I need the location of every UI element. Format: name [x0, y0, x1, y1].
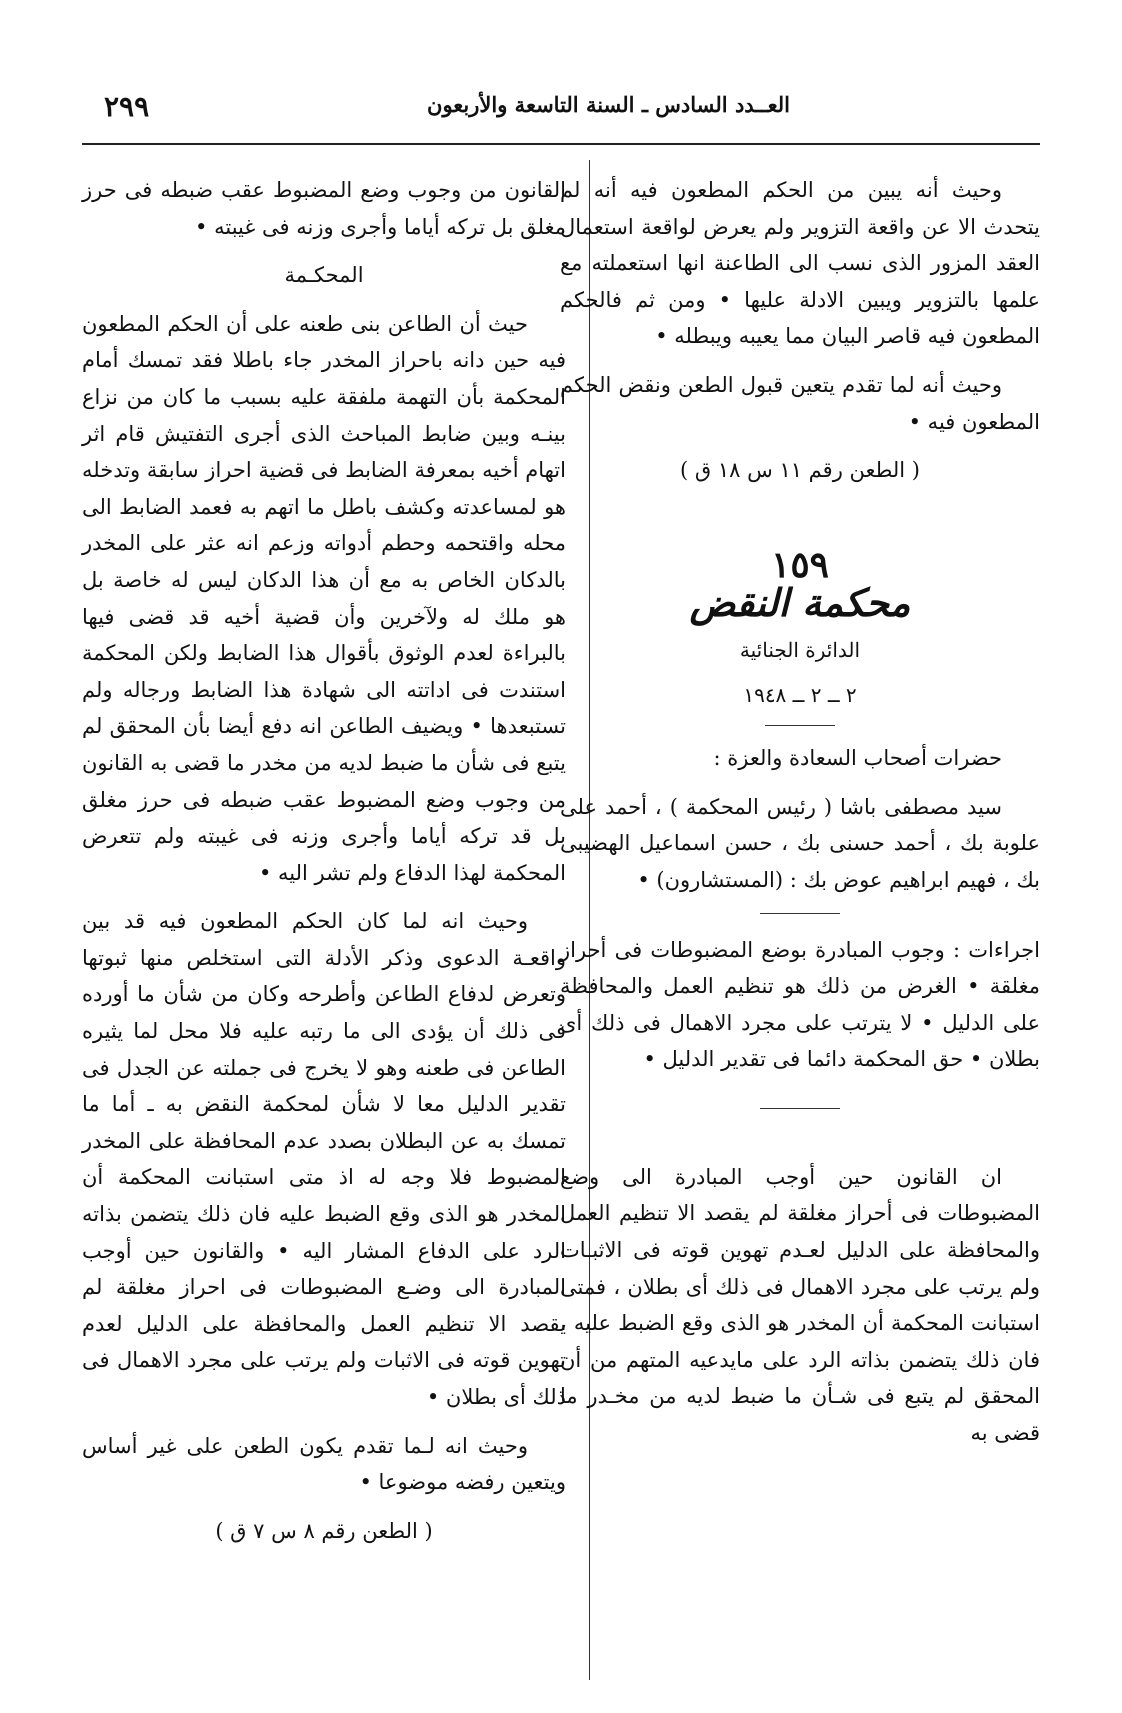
bench-members: سيد مصطفى باشا ( رئيس المحكمة ) ، أحمد على علوبة بك ، أحمد حسنى بك ، حسن اسماعيل الهضيبى بك ، فهيم ابراهيم عوض بك : (المستشارون) •	[560, 794, 1040, 892]
paragraph: وحيث انه لما كان الحكم المطعون فيه قد بين واقعـة الدعوى وذكر الأدلة التى استخلص منها ثبوتها وتعرض لدفاع الطاعن وأطرحه وكان من شأن ما أورده فى ذلك أن يؤدى الى ما رتبه عليه فلا محل لما يثيره الطاعن فى طعنه وهو لا يخرج فى جملته عن الجدل فى تقدير الدليل معا لا شأن لمحكمة النقض به ـ أما ما تمسك به عن البطلان بصدد عدم المحافظة على المخدر المضبوط فلا وجه له اذ متى استبانت المحكمة أن المخدر هو الذى وقع الضبط عليه فان ذلك يتضمن بذاته الرد على الدفاع المشار اليه • والقانون حين أوجب المبادرة الى وضـع المضبوطات فى احراز مغلقة لم يقصد الا تنظيم العمل والمحافظة على الدليل لعدم تهوين قوته فى الاثبات ولم يرتب على مجرد الاهمال فى ذلك أى بطلان •	[82, 909, 566, 1409]
case-number: ١٥٩	[770, 543, 829, 586]
divider	[765, 725, 835, 726]
paragraph: وحيث أنه يبين من الحكم المطعون فيه أنه لم يتحدث الا عن واقعة التزوير ولم يعرض لواقعة استعمال العقد المزور الذى نسب الى الطاعنة انها استعملته مع علمها بالتزوير ويبين الادلة عليها • ومن ثم فالحكم المطعون فيه قاصر البيان مما يعيبه ويبطله •	[560, 178, 1040, 349]
paragraph: وحيث انه لـما تقدم يكون الطعن على غير أساس ويتعين رفضه موضوعا •	[82, 1433, 566, 1495]
paragraph: حيث أن الطاعن بنى طعنه على أن الحكم المطعون فيه حين دانه باحراز المخدر جاء باطلا فقد تمسك أمام المحكمة بأن التهمة ملفقة عليه بسبب ما كان من نزاع بينـه وبين ضابط المباحث الذى أجرى التفتيش قام اثر اتهام أخيه بمعرفة الضابط فى قضية احراز سابقة وتدخله هو لمساعدته وكشف باطل ما اتهم به فعمد الضابط الى محله واقتحمه وحطم أدواته وزعم انه عثر على المخدر بالدكان الخاص به مع أن هذا الدكان ليس له خاصة بل هو ملك له ولآخرين وأن قضية أخيه قد قضى فيها بالبراءة لعدم الوثوق بأقوال هذا الضابط ولكن المحكمة استندت فى اداتته الى شهادة هذا الضابط ورجاله ولم تستبعدها • ويضيف الطاعن انه دفع أيضا بأن المحقق لم يتبع فى شأن ما ضبط لديه من مخدر ما قضى به القانون من وجوب وضع المضبوط عقب ضبطه فى حرز مغلق بل قد تركه أياما وأجرى وزنه فى غيبته ولم تتعرض المحكمة لهذا الدفاع ولم تشر اليه •	[82, 311, 566, 885]
page-number: ٢٩٩	[104, 90, 150, 123]
divider	[760, 913, 840, 914]
running-head	[82, 92, 1040, 132]
divider	[760, 1108, 840, 1109]
running-title: العــدد السادس ـ السنة التاسعة والأربعون	[427, 92, 790, 117]
paragraph: وحيث أنه لما تقدم يتعين قبول الطعن ونقض الحكم المطعون فيه •	[560, 372, 1040, 434]
circuit-name: الدائرة الجنائية	[739, 637, 861, 662]
case-citation: ( الطعن رقم ٨ س ٧ ق )	[215, 1518, 433, 1543]
right-column	[560, 172, 1040, 1464]
section-title: المحكـمة	[284, 263, 364, 288]
decision-date: ٢ ــ ٢ ــ ١٩٤٨	[743, 682, 857, 707]
bench-intro: حضرات أصحاب السعادة والعزة :	[713, 746, 1002, 771]
legal-principle: ان القانون حين أوجب المبادرة الى وضع المضبوطات فى أحراز مغلقة لم يقصد الا تنظيم العمل والمحافظة على الدليل لعـدم تهوين قوته فى الاثبـات ولم يرتب على مجرد الاهمال فى ذلك أى بطلان ، فمتى استبانت المحكمة أن المخدر هو الذى وقع الضبط عليه ، فان ذلك يتضمن بذاته الرد على مايدعيه المتهم من أن المحقق لم يتبع فى شـأن ما ضبط لديه من مخـدر ما قضى به	[560, 1164, 1040, 1446]
court-name: محكمة النقض	[689, 580, 911, 626]
left-column	[82, 172, 566, 1561]
case-citation: ( الطعن رقم ١١ س ١٨ ق )	[680, 458, 920, 483]
paragraph: القانون من وجوب وضع المضبوط عقب ضبطه فى حرز مغلق بل تركه أياما وأجرى وزنه فى غيبته •	[82, 178, 566, 239]
headnote: اجراءات : وجوب المبادرة بوضع المضبوطات فى أحراز مغلقة • الغرض من ذلك هو تنظيم العمل والمحافظة على الدليل • لا يترتب على مجرد الاهمال فى ذلك أى بطلان • حق المحكمة دائما فى تقدير الدليل •	[560, 937, 1040, 1072]
header-rule	[82, 143, 1040, 145]
